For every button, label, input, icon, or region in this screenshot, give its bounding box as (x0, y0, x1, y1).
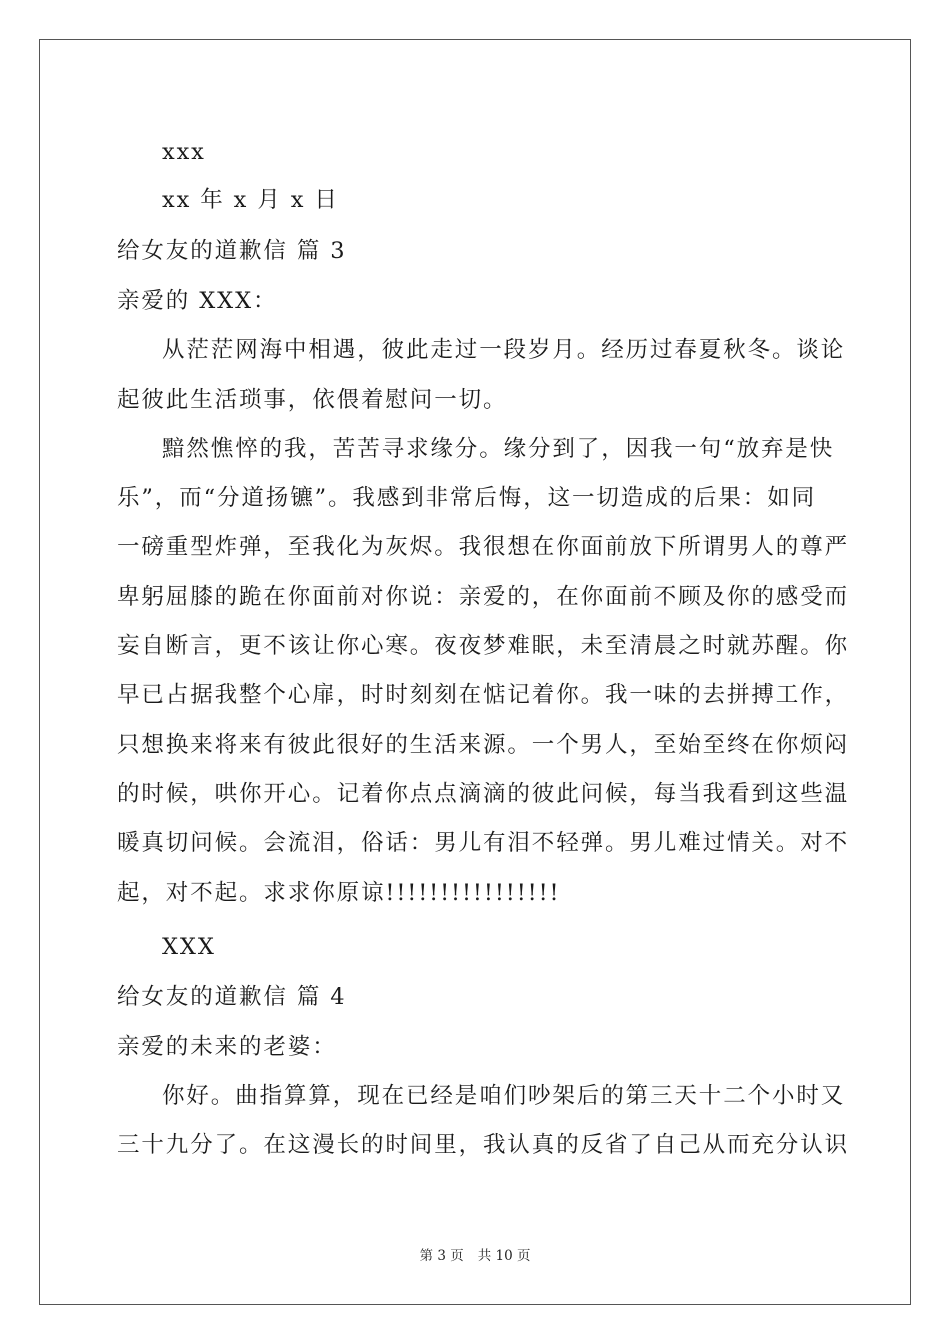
paragraph-line: 从茫茫网海中相遇，彼此走过一段岁月。经历过春夏秋冬。谈论 (162, 337, 846, 363)
paragraph-line: 乐”，而“分道扬镳”。我感到非常后悔，这一切造成的后果：如同 (117, 485, 817, 511)
page-border (39, 39, 911, 1305)
salutation: 亲爱的 XXX： (117, 288, 278, 314)
paragraph-line: 早已占据我整个心扉，时时刻刻在惦记着你。我一味的去拼搏工作， (117, 682, 850, 708)
section-heading: 给女友的道歉信 篇 3 (117, 238, 347, 264)
paragraph-line: 你好。曲指算算，现在已经是咱们吵架后的第三天十二个小时又 (162, 1083, 846, 1109)
salutation: 亲爱的未来的老婆： (117, 1034, 337, 1060)
page-footer (0, 1247, 950, 1265)
paragraph-line: 三十九分了。在这漫长的时间里，我认真的反省了自己从而充分认识 (117, 1132, 850, 1158)
section-heading: 给女友的道歉信 篇 4 (117, 984, 347, 1010)
signature-line: XXX (162, 934, 216, 960)
paragraph-line: 起彼此生活琐事，依偎着慰问一切。 (117, 387, 508, 413)
date-line: xx 年 x 月 x 日 (162, 187, 339, 213)
paragraph-line: 起，对不起。求求你原谅!!!!!!!!!!!!!!!! (117, 880, 561, 906)
paragraph-line: 的时候，哄你开心。记着你点点滴滴的彼此问候，每当我看到这些温 (117, 781, 850, 807)
paragraph-line: 暖真切问候。会流泪，俗话：男儿有泪不轻弹。男儿难过情关。对不 (117, 830, 850, 856)
paragraph-line: 黯然憔悴的我，苦苦寻求缘分。缘分到了，因我一句“放弃是快 (162, 436, 835, 462)
paragraph-line: 妄自断言，更不该让你心寒。夜夜梦难眠，未至清晨之时就苏醒。你 (117, 633, 850, 659)
paragraph-line: 卑躬屈膝的跪在你面前对你说：亲爱的，在你面前不顾及你的感受而 (117, 584, 850, 610)
paragraph-line: 一磅重型炸弹，至我化为灰烬。我很想在你面前放下所谓男人的尊严 (117, 534, 850, 560)
page-total: 共 10 页 (477, 1248, 531, 1264)
paragraph-line: 只想换来将来有彼此很好的生活来源。一个男人，至始至终在你烦闷 (117, 732, 850, 758)
page-number: 第 3 页 (419, 1248, 464, 1264)
signature-line: xxx (162, 139, 206, 165)
